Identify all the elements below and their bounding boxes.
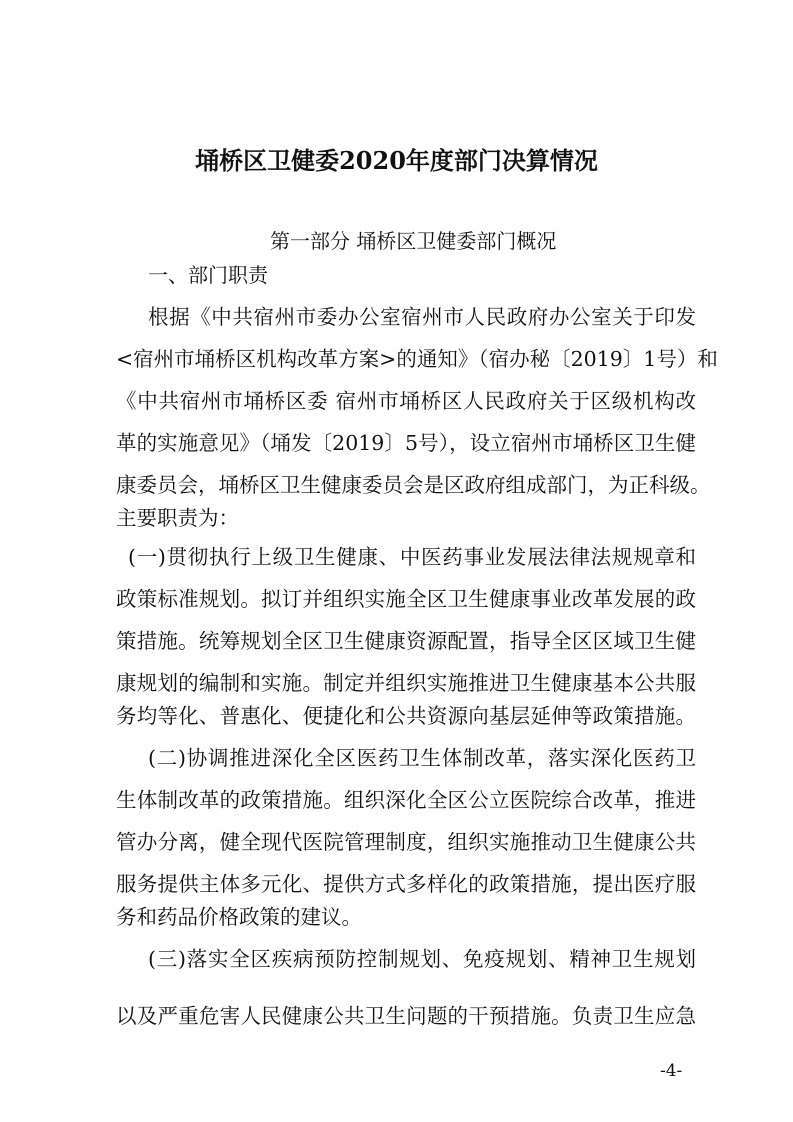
paragraph-line: 管办分离，健全现代医院管理制度，组织实施推动卫生健康公共 xyxy=(116,830,696,854)
paragraph-line: (二)协调推进深化全区医药卫生体制改革，落实深化医药卫 xyxy=(148,746,696,770)
paragraph-line: 服务提供主体多元化、提供方式多样化的政策措施，提出医疗服 xyxy=(116,872,696,896)
paragraph-line: 革的实施意见》（埇发〔2019〕5号），设立宿州市埇桥区卫生健 xyxy=(116,431,696,455)
page-number: -4- xyxy=(660,1061,683,1081)
section-heading: 一、部门职责 xyxy=(148,263,268,287)
paragraph-line: 政策标准规划。拟订并组织实施全区卫生健康事业改革发展的政 xyxy=(116,587,696,611)
paragraph-line: 生体制改革的政策措施。组织深化全区公立医院综合改革，推进 xyxy=(116,788,696,812)
paragraph-line: 以及严重危害人民健康公共卫生问题的干预措施。负责卫生应急 xyxy=(116,1004,696,1028)
document-title: 埇桥区卫健委2020年度部门决算情况 xyxy=(195,146,598,175)
paragraph-line: <宿州市埇桥区机构改革方案>的通知》（宿办秘〔2019〕1号）和 xyxy=(116,347,718,371)
paragraph-line: 《中共宿州市埇桥区委 宿州市埇桥区人民政府关于区级机构改 xyxy=(116,389,696,413)
paragraph-line: 主要职责为： xyxy=(116,506,239,530)
paragraph-line: 康规划的编制和实施。制定并组织实施推进卫生健康基本公共服 xyxy=(116,671,696,695)
paragraph-line: (三)落实全区疾病预防控制规划、免疫规划、精神卫生规划 xyxy=(148,947,696,971)
paragraph-line: (一)贯彻执行上级卫生健康、中医药事业发展法律法规规章和 xyxy=(128,545,696,569)
paragraph-line: 务和药品价格政策的建议。 xyxy=(116,905,362,929)
paragraph-line: 务均等化、普惠化、便捷化和公共资源向基层延伸等政策措施。 xyxy=(116,704,696,728)
paragraph-line: 策措施。统筹规划全区卫生健康资源配置，指导全区区域卫生健 xyxy=(116,629,696,653)
paragraph-line: 康委员会，埇桥区卫生健康委员会是区政府组成部门，为正科级。 xyxy=(116,473,711,497)
part-heading: 第一部分 埇桥区卫健委部门概况 xyxy=(270,229,557,253)
paragraph-line: 根据《中共宿州市委办公室宿州市人民政府办公室关于印发 xyxy=(148,305,696,329)
